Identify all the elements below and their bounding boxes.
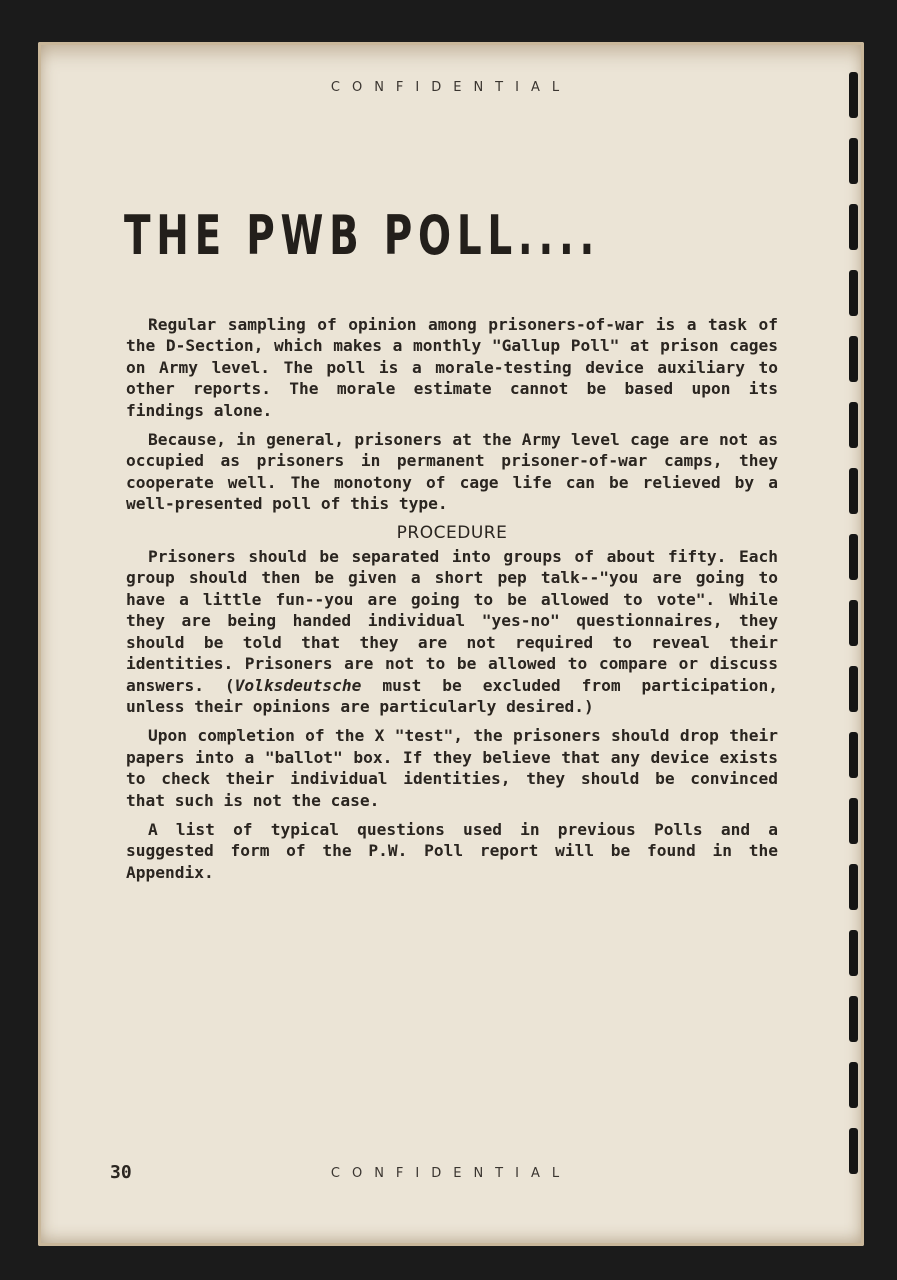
paragraph-procedure xyxy=(126,546,778,717)
page-number: 30 xyxy=(110,1162,132,1183)
binding-ring xyxy=(849,138,858,184)
binding-ring xyxy=(849,204,858,250)
binding-ring xyxy=(849,732,858,778)
binding-ring xyxy=(849,1062,858,1108)
procedure-italic-term: Volksdeutsche xyxy=(234,675,362,695)
footer-confidential: CONFIDENTIAL xyxy=(330,1166,572,1181)
body-text xyxy=(126,314,778,891)
header-confidential: CONFIDENTIAL xyxy=(330,80,572,95)
binding-ring xyxy=(849,336,858,382)
binding-ring xyxy=(849,666,858,712)
binding-ring xyxy=(849,72,858,118)
binding-ring xyxy=(849,996,858,1042)
binding-ring xyxy=(849,270,858,316)
procedure-text-end: must be excluded from participation, unless their opinions are particularly desired.) xyxy=(126,675,778,716)
section-heading-procedure: PROCEDURE xyxy=(396,522,508,543)
binding-ring xyxy=(849,864,858,910)
paragraph-cooperation: Because, in general, prisoners at the Army level cage are not as occupied as prisoners in permanent prisoner-of-war camps, they cooperate well. The monotony of cage life can be relieved by a well-presented poll of this type. xyxy=(126,430,778,514)
binding-ring xyxy=(849,1128,858,1174)
procedure-text-start: Prisoners should be separated into groups of about fifty. Each group should then be given a short pep talk--"you are going to have a little fun--you are going to be allowed to vote". While they are being handed individual "yes-no" questionnaires, they should be told that they are not required to reveal their identities. Prisoners are not to be allowed to compare or discuss answers. ( xyxy=(126,547,778,695)
paragraph-appendix: A list of typical questions used in previous Polls and a suggested form of the P.W. Poll report will be found in the Appendix. xyxy=(126,819,778,882)
paragraph-intro: Regular sampling of opinion among prisoners-of-war is a task of the D-Section, which makes a monthly "Gallup Poll" at prison cages on Army level. The poll is a morale-testing device auxiliary to other reports. The morale estimate cannot be based upon its findings alone. xyxy=(126,315,778,420)
binding-ring xyxy=(849,798,858,844)
paragraph-ballot: Upon completion of the X "test", the prisoners should drop their papers into a "ballot" box. If they believe that any device exists to check their individual identities, they should be convinced that such is not the case. xyxy=(126,726,778,810)
document-page xyxy=(38,42,864,1246)
page-title: THE PWB POLL.... xyxy=(124,204,601,267)
binding-ring xyxy=(849,930,858,976)
binding-ring xyxy=(849,600,858,646)
binding-ring xyxy=(849,534,858,580)
binding-ring xyxy=(849,468,858,514)
binding-ring xyxy=(849,402,858,448)
spiral-binding xyxy=(846,60,866,1220)
